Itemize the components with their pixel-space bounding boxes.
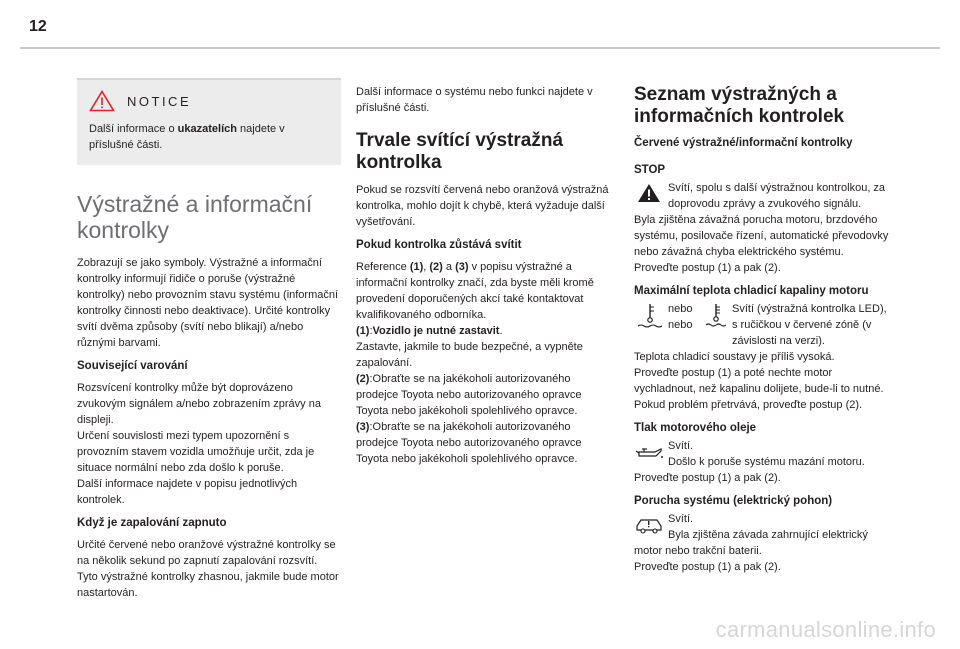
related-warnings-heading: Související varování (77, 360, 188, 372)
stop-entry (634, 180, 894, 276)
stop-text-1: Svítí, spolu s další výstražnou kontrolkou, za doprovodu zprávy a zvukového signálu. (668, 182, 886, 210)
related-text-3: Další informace najdete v popisu jednotlivých kontrolek. (77, 478, 298, 506)
red-lamps-heading: Červené výstražné/informační kontrolky (634, 137, 853, 149)
related-text-1: Rozsvícení kontrolky může být doprovázeno zvukovým signálem a/nebo zobrazením zprávy na displeji. (77, 382, 321, 426)
notice-text: Další informace o ukazatelích najdete v příslušné části. (89, 123, 285, 151)
notice-box (77, 78, 341, 165)
item-2: (2):Obraťte se na jakékoholi autorizovaného prodejce Toyota nebo autorizovaného opravce Toyota nebo jakékoholi spolehlivého opravce. (356, 373, 582, 417)
oil-entry (634, 438, 894, 486)
list-heading: Seznam výstražných a informačních kontrolek (634, 84, 845, 127)
coolant-or-1: nebo (668, 303, 693, 315)
electric-text-3: Proveďte postup (1) a pak (2). (634, 561, 781, 573)
stays-lit-heading: Pokud kontrolka zůstává svítit (356, 239, 522, 251)
column-2 (356, 84, 614, 467)
oil-text-2: Došlo k poruše systému mazání motoru. (668, 456, 865, 468)
related-text-2: Určení souvislosti mezi typem upozornění s provozním stavem vozidla umožňuje určit, zda je situace normální nebo zda došlo k poruše. (77, 430, 315, 474)
coolant-text-1a: Svítí (výstražná kontrolka LED), s ručičkou v červené zóně (v závislosti na verzi). (732, 303, 887, 347)
warning-triangle-icon (89, 90, 115, 112)
reference-text: Reference (1), (2) a (3) v popisu výstražné a informační kontrolky značí, zda byste měli kromě provedení doporučených akcí také kontaktovat kvalifikovaného odborníka. (356, 261, 594, 321)
electric-entry (634, 511, 894, 575)
item-1-text: Zastavte, jakmile to bude bezpečné, a vypněte zapalování. (356, 341, 583, 369)
page-number: 12 (29, 18, 47, 35)
coolant-gauge-icon (704, 301, 732, 331)
coolant-temperature-icon (634, 301, 668, 331)
notice-title: NOTICE (127, 93, 192, 109)
coolant-text-2: Teplota chladicí soustavy je příliš vysoká. (634, 351, 835, 363)
column-1 (77, 78, 339, 601)
coolant-title: Maximální teplota chladicí kapaliny motoru (634, 285, 869, 297)
more-info-text: Další informace o systému nebo funkci najdete v příslušné části. (356, 86, 593, 114)
intro-text: Zobrazují se jako symboly. Výstražné a informační kontrolky informují řidiče o poruše (výstražné kontrolky) nebo provozním stavu systému (informační kontrolky činnosti nebo deaktivace). Určité kontrolky svítí dvěma způsoby (svítí nebo blikají) a/nebo různými barvami. (77, 257, 339, 349)
header-rule (20, 47, 940, 49)
stop-text-2: Byla zjištěna závažná porucha motoru, brzdového systému, posilovače řízení, automatické převodovky nebo závažná chyba elektrického systému. (634, 214, 889, 258)
car-fault-icon (634, 511, 668, 541)
coolant-text-3: Proveďte postup (1) a poté nechte motor vychladnout, než kapalinu dolijete, bude-li to nutné. Pokud problém přetrvává, proveďte postup (2). (634, 367, 884, 411)
oil-text-1: Svítí. (668, 440, 694, 452)
electric-text-2: Byla zjištěna závada zahrnující elektrický motor nebo trakční baterii. (634, 529, 868, 557)
coolant-entry (634, 301, 894, 413)
stop-text-3: Proveďte postup (1) a pak (2). (634, 262, 781, 274)
ignition-heading: Když je zapalování zapnuto (77, 517, 227, 529)
column-3 (634, 84, 894, 575)
coolant-or-2: nebo (668, 319, 693, 331)
oil-can-icon (634, 438, 668, 468)
stop-warning-triangle-icon (634, 180, 668, 212)
oil-text-3: Proveďte postup (1) a pak (2). (634, 472, 781, 484)
item-3: (3):Obraťte se na jakékoholi autorizovaného prodejce Toyota nebo autorizovaného opravce Toyota nebo jakékoholi spolehlivého opravce. (356, 421, 582, 465)
electric-title: Porucha systému (elektrický pohon) (634, 495, 833, 507)
stop-title: STOP (634, 164, 666, 176)
oil-title: Tlak motorového oleje (634, 422, 757, 434)
section-heading: Výstražné a informační kontrolky (77, 191, 313, 243)
watermark: carmanualsonline.info (715, 617, 936, 642)
permanent-warning-intro: Pokud se rozsvítí červená nebo oranžová výstražná kontrolka, mohlo dojít k chybě, která vyžaduje další vyšetřování. (356, 184, 609, 228)
item-1: (1):Vozidlo je nutné zastavit. (356, 325, 503, 337)
permanent-warning-heading: Trvale svítící výstražná kontrolka (356, 130, 564, 173)
notice-header (89, 90, 329, 112)
electric-text-1: Svítí. (668, 513, 694, 525)
ignition-text: Určité červené nebo oranžové výstražné kontrolky se na několik sekund po zapnutí zapalování rozsvítí. Tyto výstražné kontrolky zhasnou, jakmile bude motor nastartován. (77, 539, 339, 599)
